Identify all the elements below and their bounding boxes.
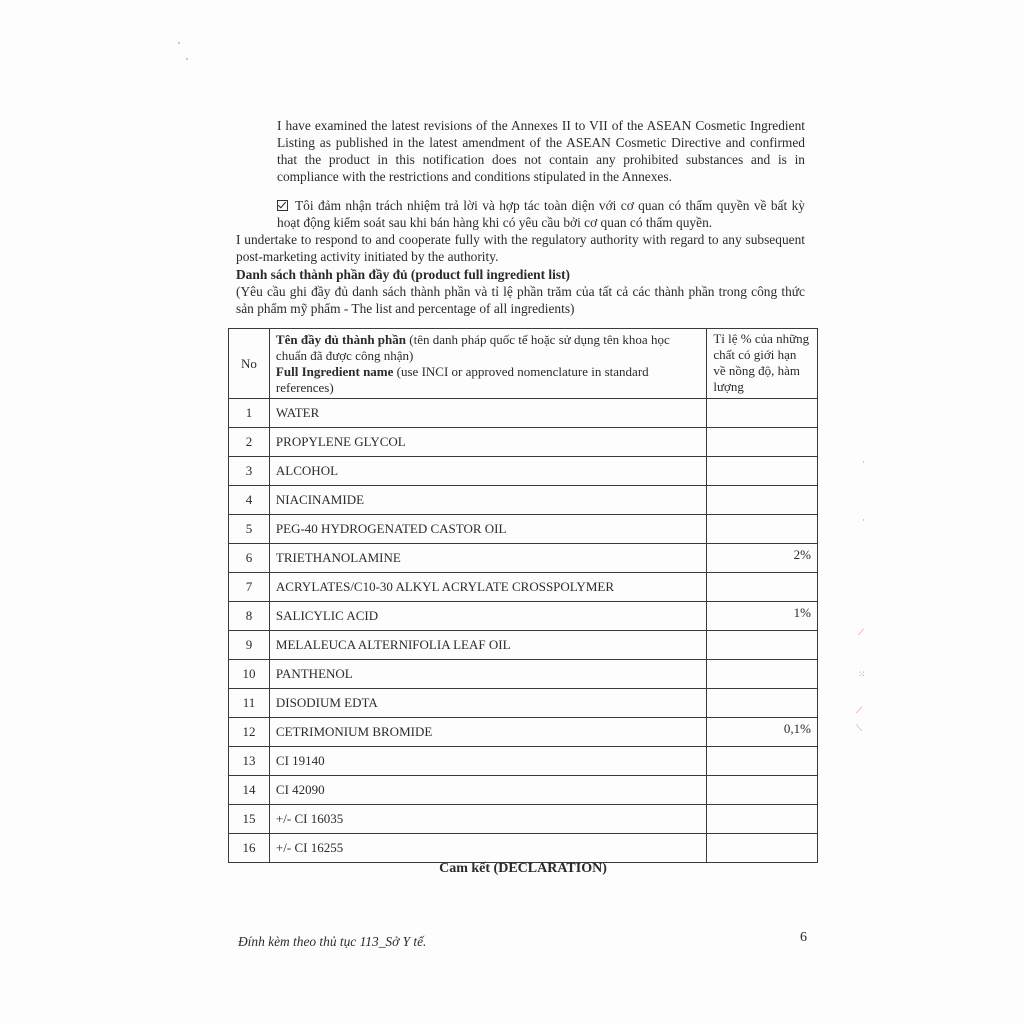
ingredient-name: WATER	[269, 399, 706, 428]
red-stamp-fragment: ⟋	[856, 706, 863, 716]
red-stamp-fragment: ⟋	[858, 628, 865, 638]
ingredient-name: NIACINAMIDE	[269, 486, 706, 515]
footer-note: Đính kèm theo thủ tục 113_Sở Y tế.	[238, 934, 427, 949]
ingredient-list-heading: Danh sách thành phần đầy đủ (product full ingredient list)	[236, 267, 570, 282]
ingredient-percentage: 2%	[707, 544, 818, 573]
row-number: 10	[229, 660, 270, 689]
table-row	[229, 689, 818, 718]
table-row	[229, 747, 818, 776]
table-row	[229, 805, 818, 834]
ingredient-name: CETRIMONIUM BROMIDE	[269, 718, 706, 747]
ingredient-name: CI 42090	[269, 776, 706, 805]
table-row	[229, 660, 818, 689]
ingredient-percentage	[707, 660, 818, 689]
header-no: No	[229, 329, 270, 399]
row-number: 3	[229, 457, 270, 486]
header-percentage: Tỉ lệ % của những chất có giới hạn về nồng độ, hàm lượng	[707, 329, 818, 399]
ingredient-percentage	[707, 457, 818, 486]
ingredient-percentage: 0,1%	[707, 718, 818, 747]
ingredient-percentage: 1%	[707, 602, 818, 631]
row-number: 9	[229, 631, 270, 660]
ingredient-percentage	[707, 399, 818, 428]
ingredient-percentage	[707, 631, 818, 660]
row-number: 15	[229, 805, 270, 834]
checked-box-icon	[277, 200, 288, 211]
page-number: 6	[800, 930, 807, 945]
ingredient-percentage	[707, 776, 818, 805]
row-number: 2	[229, 428, 270, 457]
table-row	[229, 486, 818, 515]
row-number: 7	[229, 573, 270, 602]
ingredient-percentage	[707, 805, 818, 834]
ingredient-name: MELALEUCA ALTERNIFOLIA LEAF OIL	[269, 631, 706, 660]
table-row	[229, 718, 818, 747]
ingredient-name: PANTHENOL	[269, 660, 706, 689]
ingredient-name: ACRYLATES/C10-30 ALKYL ACRYLATE CROSSPOLYMER	[269, 573, 706, 602]
table-row	[229, 428, 818, 457]
red-stamp-fragment: ⁙	[858, 670, 866, 680]
ingredient-percentage	[707, 428, 818, 457]
row-number: 13	[229, 747, 270, 776]
ingredient-percentage	[707, 573, 818, 602]
undertake-vi-paragraph	[277, 197, 805, 231]
table-row	[229, 515, 818, 544]
examined-paragraph: I have examined the latest revisions of the Annexes II to VII of the ASEAN Cosmetic Ingredient Listing as published in the latest amendment of the ASEAN Cosmetic Directive and confirmed that the product in this notification does not contain any prohibited substances and is in compliance with the restrictions and conditions stipulated in the Annexes.	[277, 118, 805, 184]
ingredient-percentage	[707, 486, 818, 515]
row-number: 8	[229, 602, 270, 631]
ingredient-name: SALICYLIC ACID	[269, 602, 706, 631]
scan-speck	[186, 58, 188, 60]
table-row	[229, 457, 818, 486]
ingredient-list-note: (Yêu cầu ghi đầy đủ danh sách thành phần và tỉ lệ phần trăm của tất cả các thành phần trong công thức sản phẩm mỹ phẩm - The list and percentage of all ingredients)	[236, 284, 805, 316]
header-name	[269, 329, 706, 399]
ingredient-table	[228, 328, 818, 863]
ingredient-name: +/- CI 16255	[269, 834, 706, 863]
header-name-vi-rest: (tên danh pháp quốc tế hoặc sử dụng tên khoa học chuẩn đã được công nhận)	[275, 332, 670, 363]
ingredient-name: PROPYLENE GLYCOL	[269, 428, 706, 457]
table-row	[229, 631, 818, 660]
table-row	[229, 834, 818, 863]
ingredient-percentage	[707, 834, 818, 863]
undertake-en-paragraph: I undertake to respond to and cooperate fully with the regulatory authority with regard to any subsequent post-marketing activity initiated by the authority.	[236, 232, 805, 264]
red-stamp-fragment: ·	[862, 516, 865, 526]
row-number: 5	[229, 515, 270, 544]
header-name-en-bold: Full Ingredient name	[275, 364, 394, 379]
red-stamp-fragment: ·	[862, 458, 865, 468]
ingredient-name: +/- CI 16035	[269, 805, 706, 834]
row-number: 16	[229, 834, 270, 863]
header-name-en-rest: (use INCI or approved nomenclature in standard references)	[275, 364, 649, 395]
ingredient-percentage	[707, 747, 818, 776]
red-stamp-fragment: ⟍	[856, 724, 863, 734]
table-row	[229, 602, 818, 631]
row-number: 4	[229, 486, 270, 515]
table-header-row	[229, 329, 818, 399]
table-row	[229, 573, 818, 602]
ingredient-name: CI 19140	[269, 747, 706, 776]
declaration-title: Cam kết (DECLARATION)	[439, 861, 607, 876]
row-number: 11	[229, 689, 270, 718]
table-row	[229, 776, 818, 805]
table-row	[229, 544, 818, 573]
scan-speck	[178, 42, 180, 44]
ingredient-name: PEG-40 HYDROGENATED CASTOR OIL	[269, 515, 706, 544]
ingredient-name: TRIETHANOLAMINE	[269, 544, 706, 573]
row-number: 12	[229, 718, 270, 747]
ingredient-name: ALCOHOL	[269, 457, 706, 486]
row-number: 1	[229, 399, 270, 428]
ingredient-name: DISODIUM EDTA	[269, 689, 706, 718]
row-number: 14	[229, 776, 270, 805]
undertake-vi-text: Tôi đảm nhận trách nhiệm trả lời và hợp tác toàn diện với cơ quan có thẩm quyền về bất kỳ hoạt động kiểm soát sau khi bán hàng khi có yêu cầu bởi cơ quan có thẩm quyền.	[277, 198, 805, 230]
header-name-vi-bold: Tên đầy đủ thành phần	[275, 332, 406, 347]
ingredient-percentage	[707, 515, 818, 544]
ingredient-percentage	[707, 689, 818, 718]
row-number: 6	[229, 544, 270, 573]
table-row	[229, 399, 818, 428]
